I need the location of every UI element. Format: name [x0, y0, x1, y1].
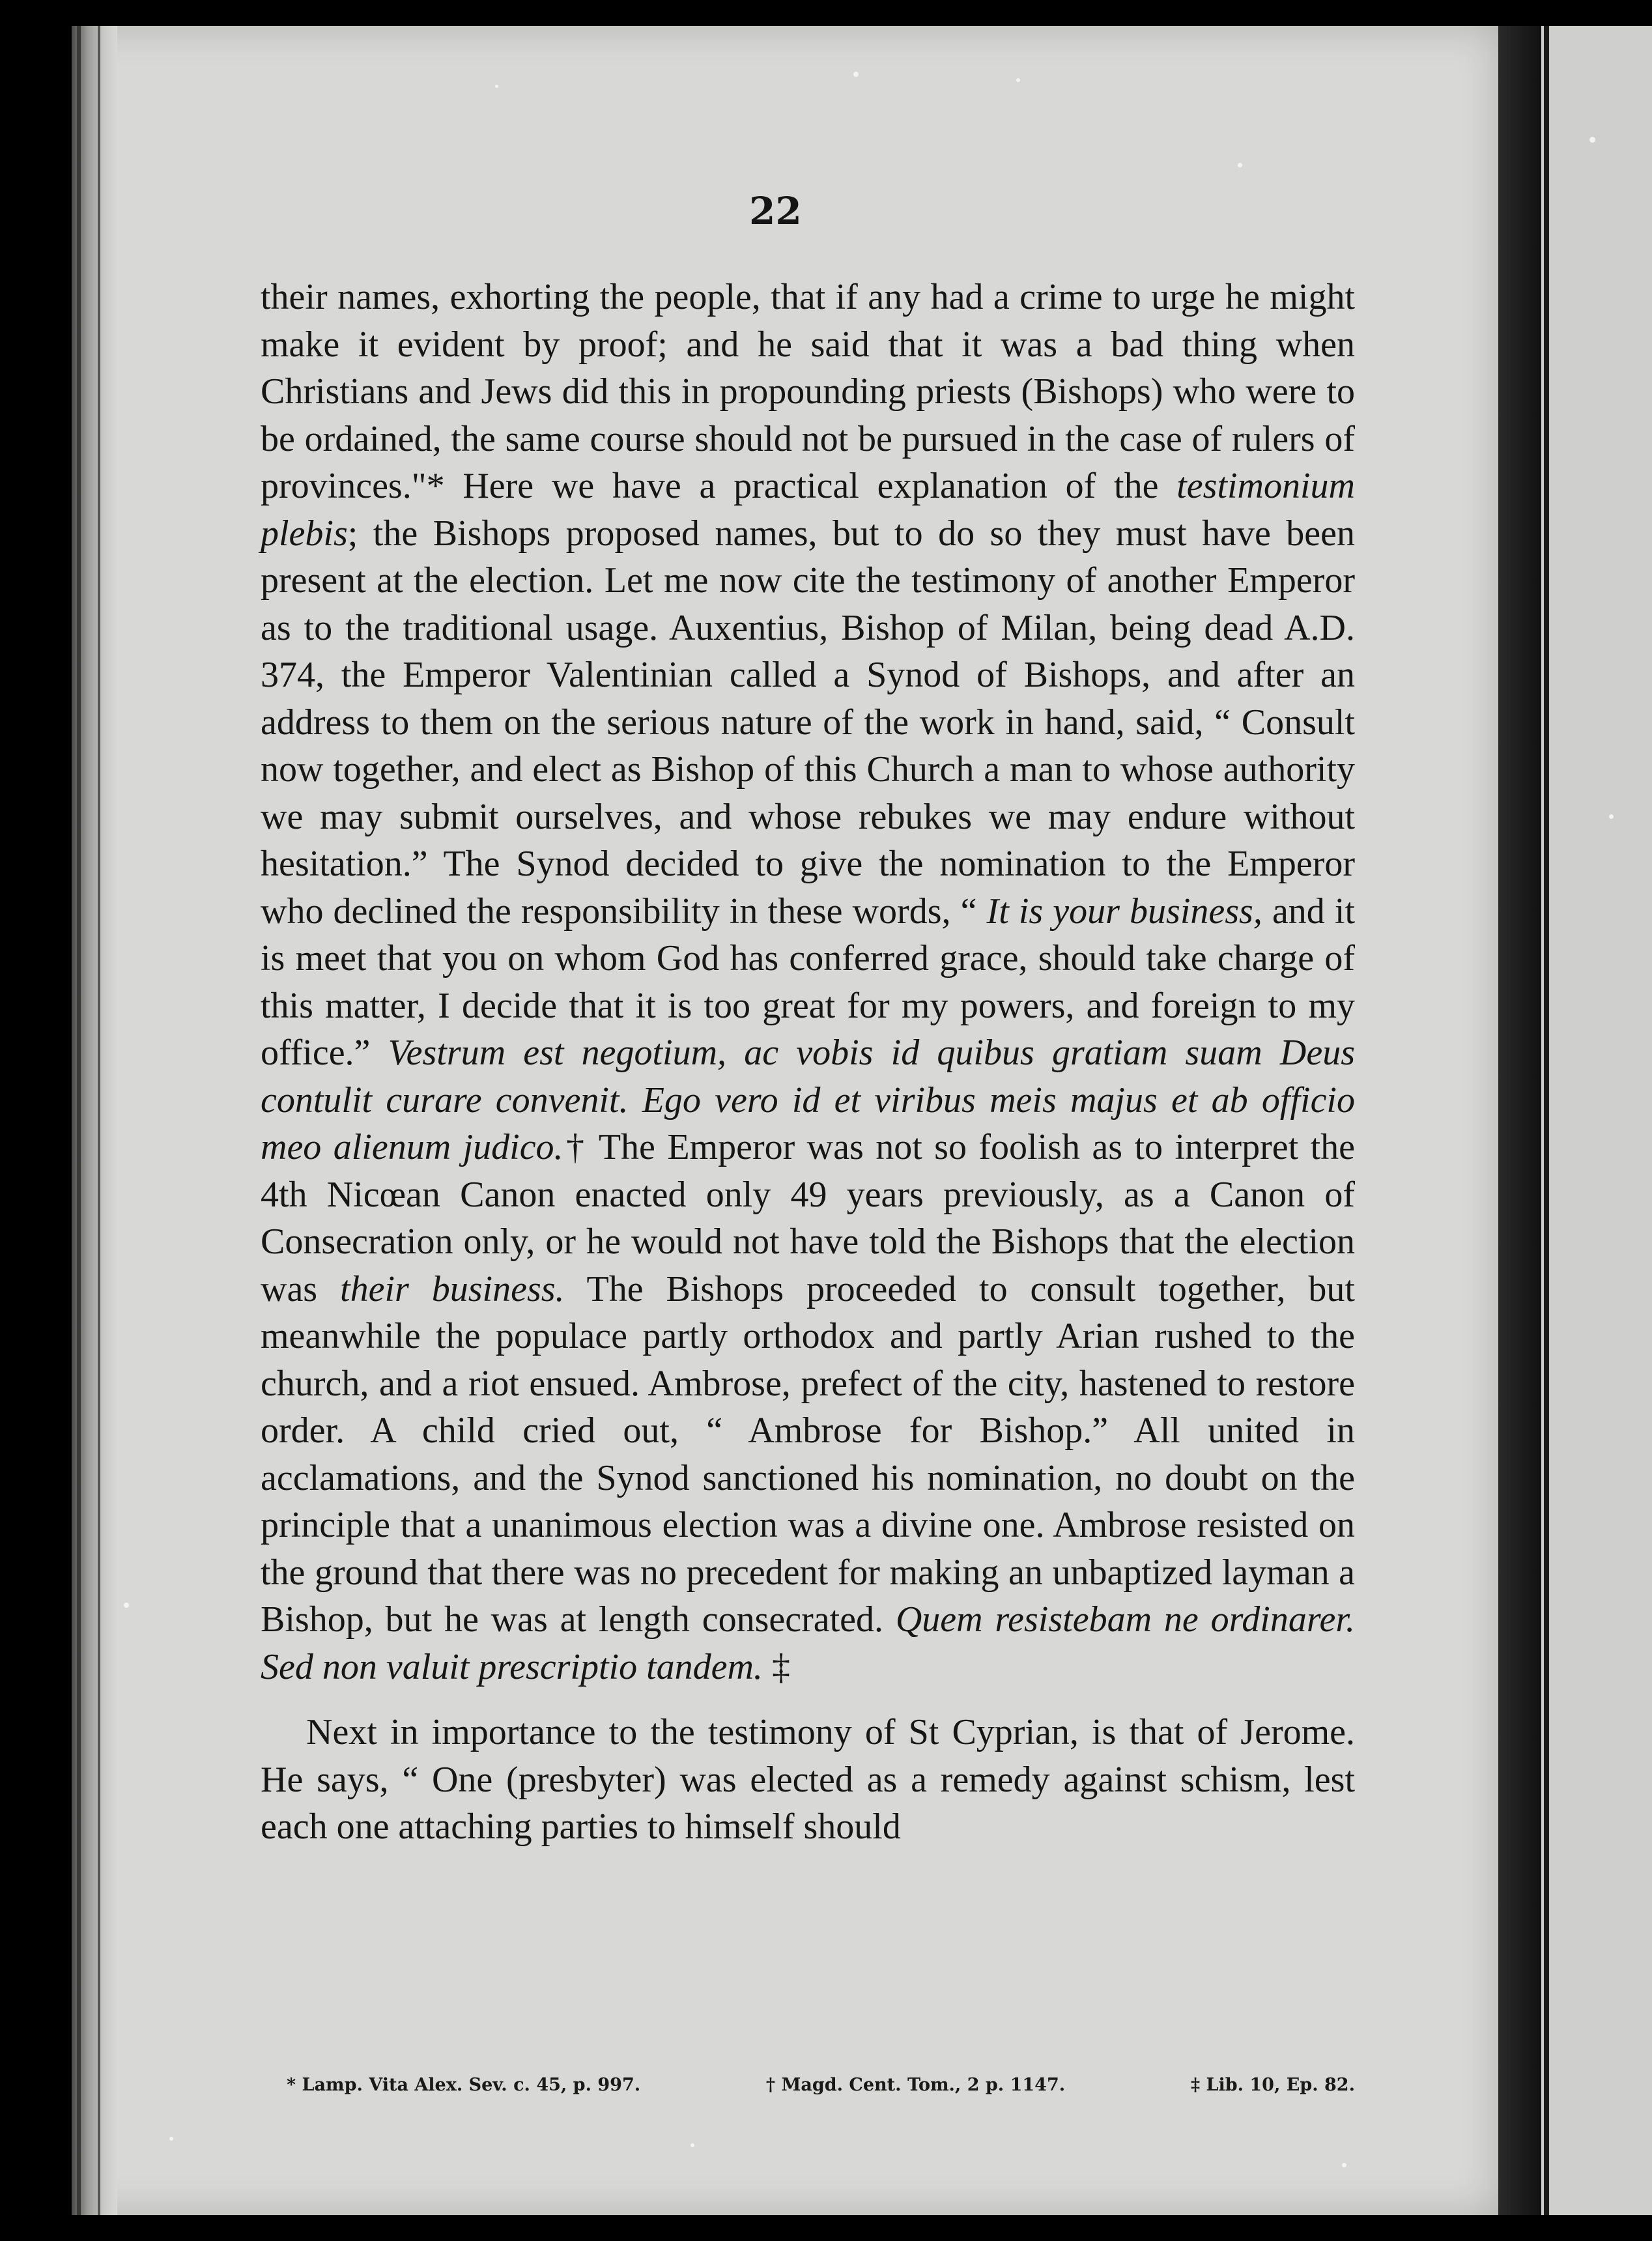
body-text-run: † The Emperor was not so foolish as to interpret the 4th Nicœan Canon enacted only 49 years previously, as a Canon of Consecration only, or he would not have told the Bishops that the election was [261, 1127, 1355, 1309]
body-text-run: ; the Bishops proposed names, but to do so they must have been present at the election. Let me now cite the testimony of another Emperor as to the traditional usage. Auxentius, Bishop of Milan, being dead A.D. 374, the Emperor Valentinian called a Synod of Bishops, and after an address to them on the serious nature of the work in hand, said, “ Consult now together, and elect as Bishop of this Church a man to whose authority we may submit ourselves, and whose rebukes we may endure without hesitation.” The Synod decided to give the nomination to the Emperor who declined the responsibility in these words, “ [261, 513, 1355, 932]
paragraph [261, 274, 1355, 1691]
footnote: * Lamp. Vita Alex. Sev. c. 45, p. 997. [287, 2075, 641, 2095]
scan-speck [1589, 137, 1595, 143]
scan-speck [1238, 163, 1242, 167]
scan-speck [1342, 2163, 1346, 2167]
page-gutter [1498, 26, 1541, 2215]
footnote-marker: ‡ [762, 1646, 790, 1687]
adjacent-page-edge [1544, 26, 1549, 2215]
italic-phrase: It is your business, [986, 891, 1262, 932]
page-number: 22 [749, 189, 802, 233]
paragraph: Next in importance to the testimony of St Cyprian, is that of Jerome. He says, “ One (presbyter) was elected as a remedy against schism, lest each one attaching parties to himself should [261, 1712, 1355, 1847]
italic-phrase: testimonium plebis [261, 466, 1355, 554]
latin-quotation: Quem resistebam ne ordinarer. Sed non valuit prescriptio tandem. [261, 1599, 1355, 1687]
body-text-run: their names, exhorting the people, that if any had a crime to urge he might make it evident by proof; and he said that it was a bad thing when Christians and Jews did this in propounding priests (Bishops) who were to be ordained, the same course should not be pursued in the case of rulers of provinces."* Here we have a practical explanation of the [261, 277, 1355, 506]
body-text-run: The Bishops proceeded to consult together, but meanwhile the populace partly orthodox and partly Arian rushed to the church, and a riot ensued. Ambrose, prefect of the city, hastened to restore order. A child cried out, “ Ambrose for Bishop.” All united in acclamations, and the Synod sanctioned his nomination, no doubt on the principle that a unanimous election was a divine one. Ambrose resisted on the ground that there was no precedent for making an unbaptized layman a Bishop, but he was at length consecrated. [261, 1268, 1355, 1640]
scan-speck [853, 72, 859, 77]
footnote: ‡ Lib. 10, Ep. 82. [1190, 2075, 1355, 2095]
scan-speck [691, 2143, 694, 2147]
latin-quotation: Vestrum est negotium, ac vobis id quibus gratiam suam Deus contulit curare convenit. Ego vero id et viribus meis majus et ab officio meo alienum judico. [261, 1033, 1355, 1167]
scan-speck [495, 85, 498, 88]
footnote: † Magd. Cent. Tom., 2 p. 1147. [765, 2075, 1066, 2095]
scan-speck [1609, 814, 1614, 819]
scan-speck [124, 1603, 129, 1608]
footnotes [287, 2075, 1355, 2095]
binding-shadow-line [98, 26, 100, 2215]
adjacent-page [1541, 26, 1652, 2215]
body-text-run: and it is meet that you on whom God has conferred grace, should take charge of this matter, I decide that it is too great for my powers, and foreign to my office.” [261, 891, 1356, 1073]
binding-shadow-line [77, 26, 81, 2215]
page-body-text [261, 274, 1355, 1851]
italic-phrase: their business. [340, 1268, 565, 1309]
scan-speck [1016, 78, 1020, 82]
scan-speck [169, 2137, 173, 2141]
